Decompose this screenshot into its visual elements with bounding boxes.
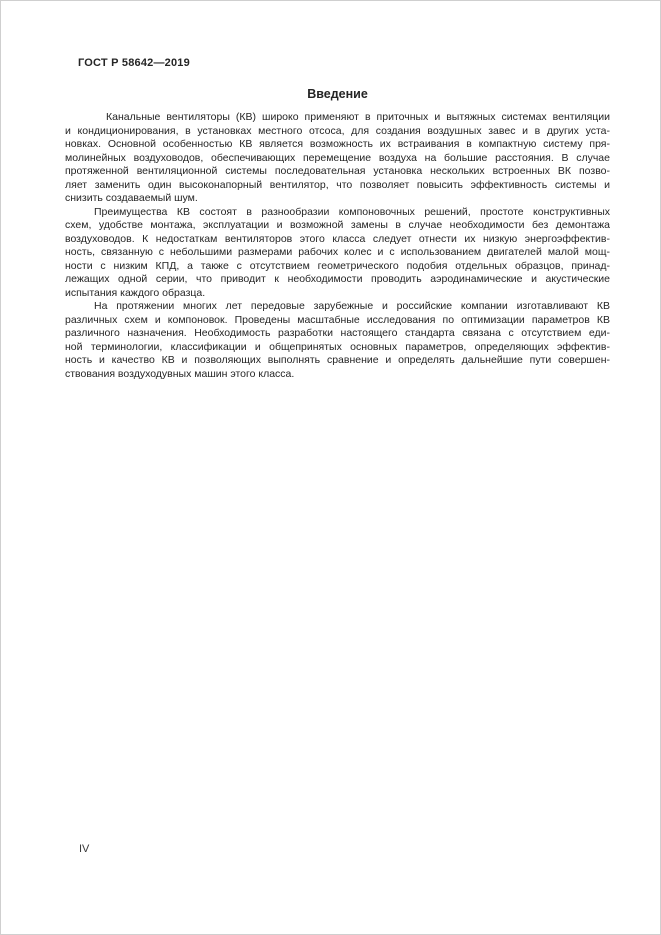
text-line: и кондиционирования, в установках местного отсоса, для создания воздушных завес и в других уста- xyxy=(65,124,610,137)
text-line: воздуховодов. К недостаткам вентиляторов этого класса следует отнести их низкую энергоэффектив- xyxy=(65,232,610,245)
text-line: снизить создаваемый шум. xyxy=(65,192,198,204)
text-line: различного назначения. Необходимость разработки настоящего стандарта связана с отсутствием еди- xyxy=(65,327,610,339)
text-line: Канальные вентиляторы (КВ) широко применяют в приточных и вытяжных системах вентиляции xyxy=(106,111,610,123)
text-line: ствования воздуходувных машин этого класса. xyxy=(65,367,295,380)
text-line: различных схем и компоновок. Проведены масштабные исследования по оптимизации параметров КВ xyxy=(65,313,610,326)
text-line: ной терминологии, классификации и общепринятых основных параметров, определяющих эффектив- xyxy=(65,340,610,353)
paragraph xyxy=(65,300,610,381)
text-line: Преимущества КВ состоят в разнообразии компоновочных решений, простоте конструктивных xyxy=(94,205,610,218)
text-line: На протяжении многих лет передовые зарубежные и российские компании изготавливают КВ xyxy=(94,300,610,312)
introduction-text xyxy=(65,111,610,381)
text-line: ности с низким КПД, а также с отсутствием геометрического подобия отдельных образцов, принад- xyxy=(65,259,610,272)
page-number: IV xyxy=(79,843,90,855)
text-line: молинейных воздуховодов, обеспечивающих перемещение воздуха на большие расстояния. В случае xyxy=(65,151,610,164)
document-header: ГОСТ Р 58642—2019 xyxy=(78,57,190,69)
page-title: Введение xyxy=(307,87,368,101)
text-line: новках. Основной особенностью КВ является возможность их встраивания в компактную систему пря- xyxy=(65,138,610,150)
text-line: лежащих одной серии, что приводит к необходимости проводить аэродинамические и акустические xyxy=(65,273,610,285)
text-line: ляет заменить один высоконапорный вентилятор, что позволяет повысить эффективность системы и xyxy=(65,178,610,191)
paragraph xyxy=(65,111,610,206)
text-line: протяженной вентиляционной системы последовательная установка нескольких встроенных ВК позво- xyxy=(65,165,610,177)
text-line: ность, связанную с небольшими размерами рабочих колес и с использованием двигателей малой мощ- xyxy=(65,246,610,258)
text-line: схем, удобстве монтажа, эксплуатации и возможной замены в случае необходимости без демонтажа xyxy=(65,219,610,231)
text-line: испытания каждого образца. xyxy=(65,286,206,299)
text-line: ность и качество КВ и позволяющих выполнять сравнение и определять дальнейшие пути совершен- xyxy=(65,354,610,366)
paragraph xyxy=(65,206,610,301)
